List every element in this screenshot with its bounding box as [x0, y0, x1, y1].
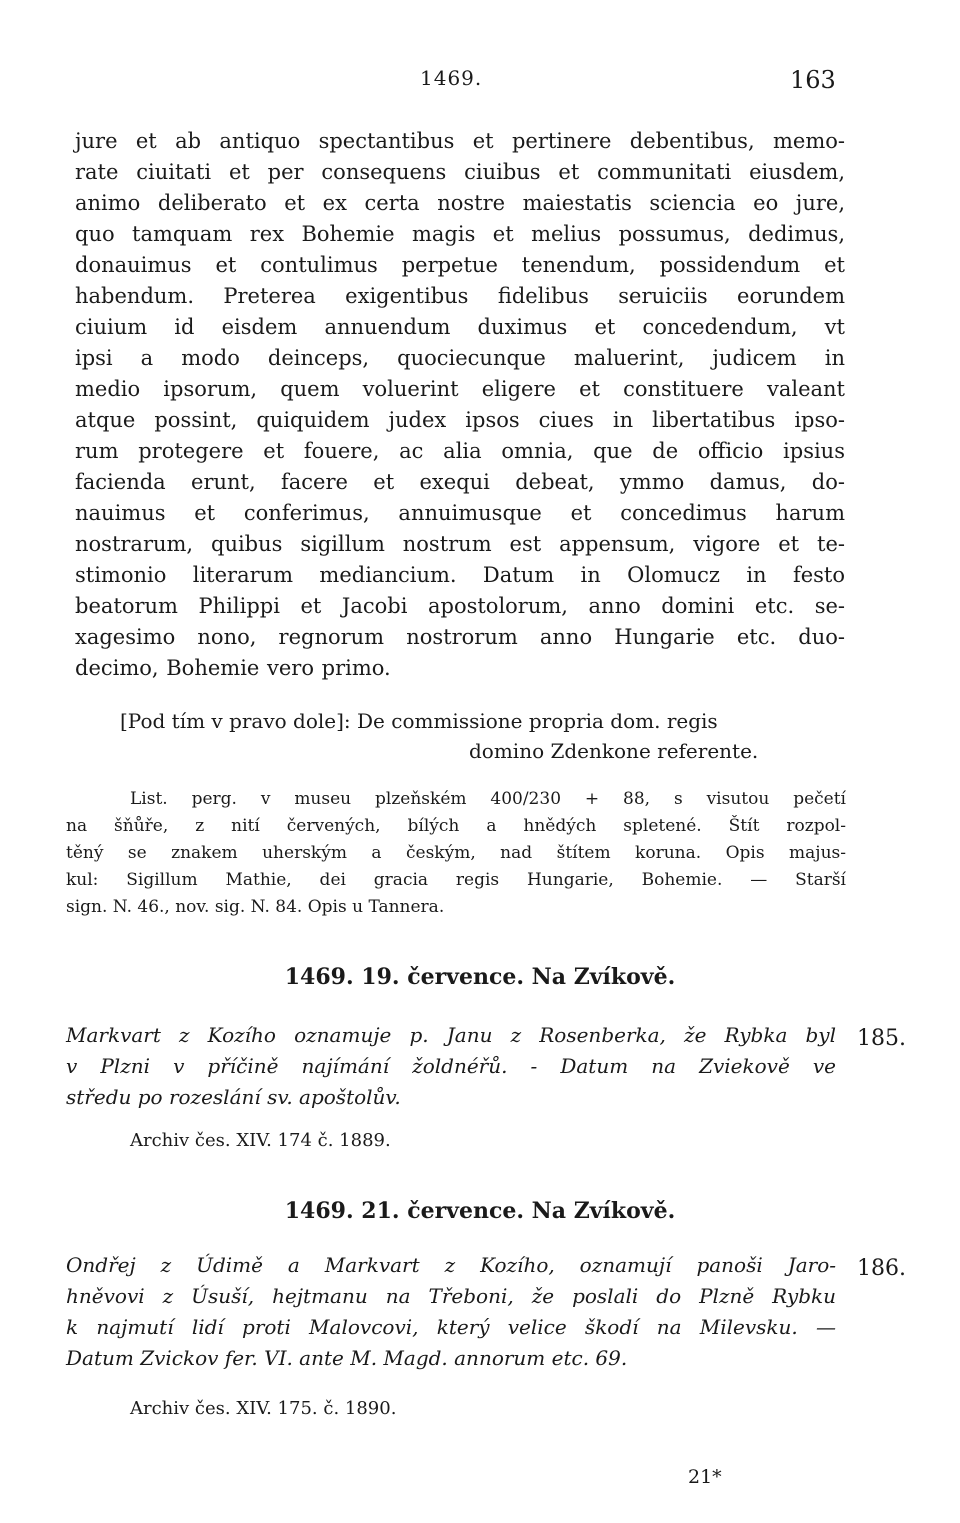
- entry-number: 185.: [857, 1026, 906, 1051]
- archive-line: kul: Sigillum Mathie, dei gracia regis Hungarie, Bohemie. — Starší: [66, 870, 846, 890]
- archival-description: [66, 786, 846, 921]
- entry-regest: [66, 1020, 836, 1113]
- text-line: nauimus et conferimus, annuimusque et concedimus harum: [75, 501, 845, 525]
- text-line: ipsi a modo deinceps, quociecunque maluerint, judicem in: [75, 346, 845, 370]
- archive-line: List. perg. v museu plzeňském 400/230 + 88, s visutou pečetí: [130, 789, 846, 809]
- regest-line: Datum Zvickov fer. VI. ante M. Magd. annorum etc. 69.: [66, 1346, 628, 1370]
- text-line: atque possint, quiquidem judex ipsos ciues in libertatibus ipso-: [75, 408, 845, 432]
- printer-signature: 21*: [688, 1466, 722, 1488]
- text-line: facienda erunt, facere et exequi debeat, ymmo damus, do-: [75, 470, 845, 494]
- regest-line: k najmutí lidí proti Malovcovi, který velice škodí na Milevsku. —: [66, 1315, 836, 1339]
- note-line: domino Zdenkone referente.: [469, 739, 759, 763]
- regest-line: středu po rozeslání sv. apoštolův.: [66, 1085, 401, 1109]
- endorsement-note: [120, 706, 840, 766]
- entry-source: Archiv čes. XIV. 175. č. 1890.: [130, 1398, 397, 1419]
- regest-line: Ondřej z Údimě a Markvart z Kozího, oznamují panoši Jaro-: [66, 1253, 836, 1277]
- text-line: beatorum Philippi et Jacobi apostolorum, anno domini etc. se-: [75, 594, 845, 618]
- text-line: stimonio literarum mediancium. Datum in Olomucz in festo: [75, 563, 845, 587]
- running-head-year: 1469.: [420, 66, 483, 90]
- archive-line: těný se znakem uherským a českým, nad štítem koruna. Opis majus-: [66, 843, 846, 863]
- page-number: 163: [790, 66, 836, 94]
- text-line: rum protegere et fouere, ac alia omnia, que de officio ipsius: [75, 439, 845, 463]
- archive-line: na šňůře, z nití červených, bílých a hnědých spletené. Štít rozpol-: [66, 816, 846, 836]
- text-line: rate ciuitati et per consequens ciuibus et communitati eiusdem,: [75, 160, 845, 184]
- text-line: xagesimo nono, regnorum nostrorum anno Hungarie etc. duo-: [75, 625, 845, 649]
- entry-heading: 1469. 21. července. Na Zvíkově.: [284, 1198, 676, 1224]
- entry-source: Archiv čes. XIV. 174 č. 1889.: [130, 1130, 391, 1151]
- text-line: animo deliberato et ex certa nostre maiestatis sciencia eo jure,: [75, 191, 845, 215]
- archive-line: sign. N. 46., nov. sig. N. 84. Opis u Tannera.: [66, 897, 445, 917]
- text-line: donauimus et contulimus perpetue tenendum, possidendum et: [75, 253, 845, 277]
- text-line: ciuium id eisdem annuendum duximus et concedendum, vt: [75, 315, 845, 339]
- entry-regest: [66, 1250, 836, 1374]
- text-line: jure et ab antiquo spectantibus et pertinere debentibus, memo-: [75, 129, 845, 153]
- charter-text: [75, 126, 845, 684]
- entry-number: 186.: [857, 1256, 906, 1281]
- note-line: [Pod tím v pravo dole]: De commissione propria dom. regis: [120, 709, 718, 733]
- entry-heading: 1469. 19. července. Na Zvíkově.: [284, 964, 676, 990]
- text-line: nostrarum, quibus sigillum nostrum est appensum, vigore et te-: [75, 532, 845, 556]
- text-line: medio ipsorum, quem voluerint eligere et constituere valeant: [75, 377, 845, 401]
- regest-line: hněvovi z Úsuší, hejtmanu na Třeboni, že poslali do Plzně Rybku: [66, 1284, 836, 1308]
- regest-line: Markvart z Kozího oznamuje p. Janu z Rosenberka, že Rybka byl: [66, 1023, 836, 1047]
- text-line: quo tamquam rex Bohemie magis et melius possumus, dedimus,: [75, 222, 845, 246]
- text-line: decimo, Bohemie vero primo.: [75, 656, 391, 680]
- regest-line: v Plzni v příčině najímání žoldnéřů. - Datum na Zviekově ve: [66, 1054, 836, 1078]
- text-line: habendum. Preterea exigentibus fidelibus seruiciis eorundem: [75, 284, 845, 308]
